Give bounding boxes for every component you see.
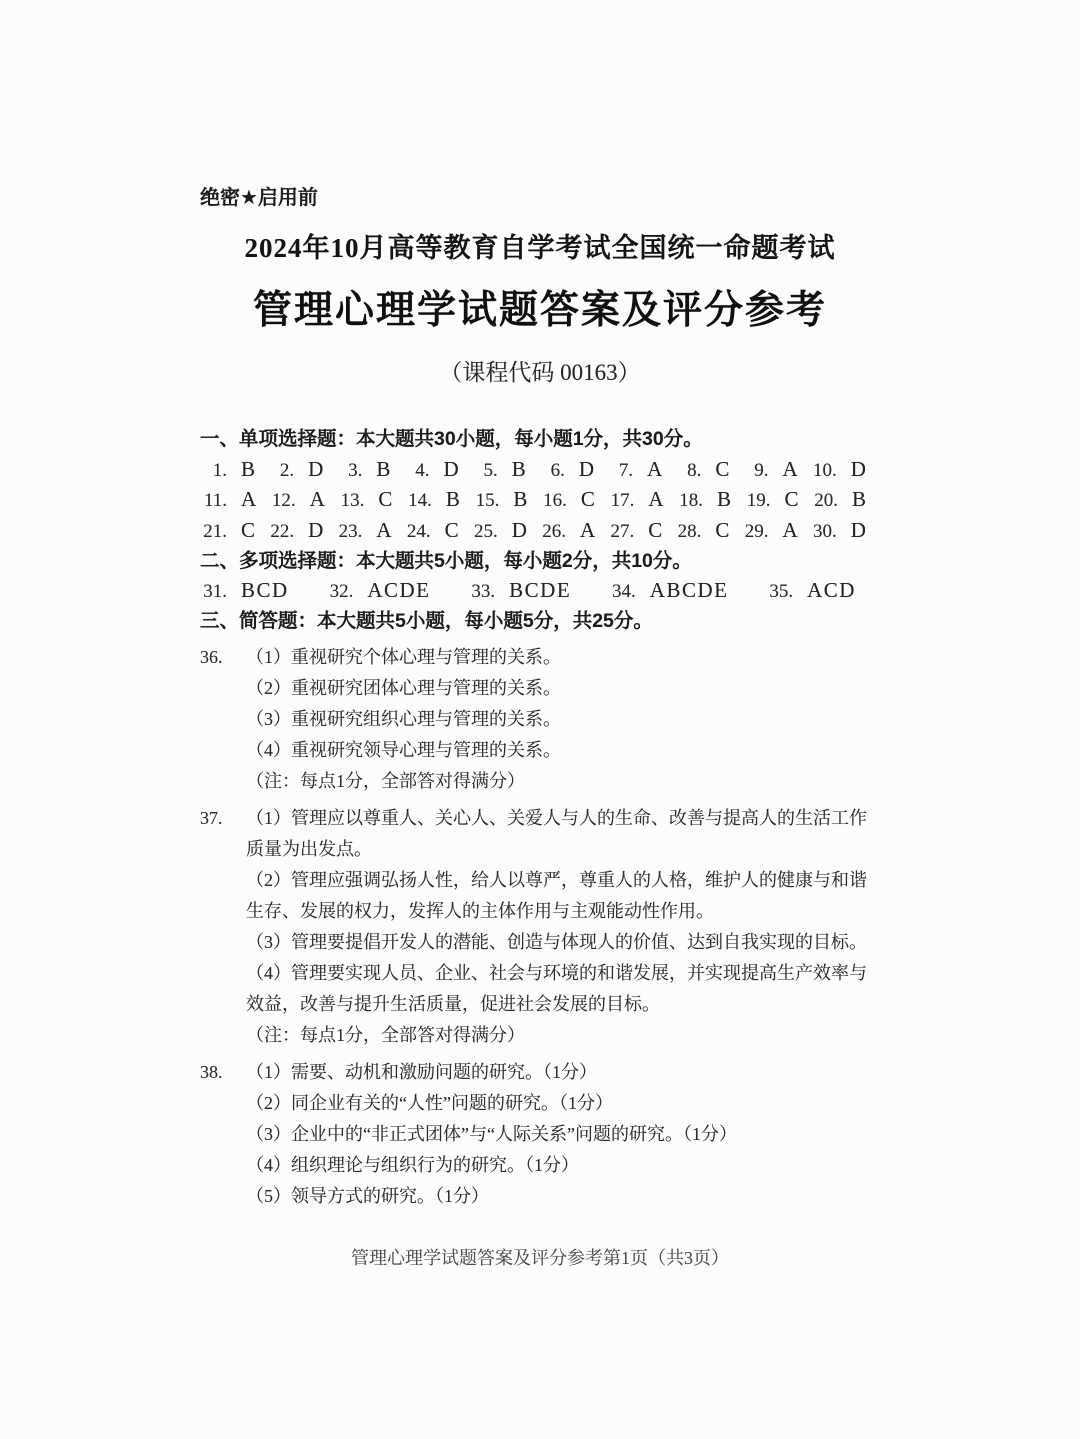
single-choice-row-1 (200, 454, 880, 485)
answer-number: 20. (814, 490, 838, 512)
document-title: 管理心理学试题答案及评分参考 (252, 289, 827, 332)
answer-pair (538, 457, 594, 482)
answer-letters: ABCDE (649, 578, 729, 603)
answer-letter: C (378, 487, 393, 512)
question-number: 36. (200, 647, 223, 667)
answer-pair (810, 457, 866, 482)
answer-pair (200, 578, 289, 603)
answer-pair (267, 457, 323, 482)
answer-line: （3）管理要提倡开发人的潜能、创造与体现人的价值、达到自我实现的目标。 (246, 932, 867, 952)
answer-pair (540, 487, 595, 512)
answer-letter: C (715, 456, 730, 481)
answer-letter: B (716, 487, 731, 512)
answer-pair (609, 578, 729, 603)
classification-label: 绝密★启用前 (200, 187, 318, 209)
answer-number: 16. (543, 490, 567, 512)
section-2-heading: 二、多项选择题：本大题共5小题，每小题2分，共10分。 (200, 549, 692, 572)
answer-letter: B (241, 456, 256, 481)
answer-line: （3）重视研究组织心理与管理的关系。 (246, 709, 561, 729)
answer-number: 34. (612, 581, 636, 603)
answer-pair (674, 518, 729, 543)
answer-number: 17. (610, 490, 635, 512)
answer-number: 13. (340, 490, 365, 512)
answer-line: （5）领导方式的研究。（1分） (246, 1186, 489, 1206)
answer-pair (676, 487, 731, 512)
answer-pair (607, 487, 663, 512)
answer-pair (402, 457, 458, 482)
question-number: 38. (200, 1062, 223, 1082)
answer-number: 8. (687, 459, 702, 481)
answer-pair (742, 457, 798, 482)
answer-number: 28. (677, 520, 702, 542)
answer-letter: A (241, 487, 257, 512)
single-choice-row-2 (200, 485, 880, 516)
question-38 (200, 1057, 880, 1212)
answer-letter: B (511, 456, 526, 481)
answer-pair (674, 457, 729, 482)
answer-number: 30. (813, 520, 837, 542)
answer-letters: BCD (241, 578, 289, 603)
grading-note: （注：每点1分，全部答对得满分） (246, 1025, 525, 1045)
answer-letter: D (308, 517, 324, 542)
answer-number: 29. (744, 520, 769, 542)
answer-number: 33. (471, 581, 496, 603)
answer-letter: A (580, 517, 596, 542)
answer-letter: C (784, 487, 799, 512)
answer-letter: A (648, 487, 664, 512)
answer-pair (810, 518, 866, 543)
answer-letter: B (513, 487, 528, 512)
answer-line: （2）管理应强调弘扬人性，给人以尊严，尊重人的人格，维护人的健康与和谐生存、发展的权力，发挥人的主体作用与主观能动性作用。 (246, 870, 867, 921)
answer-pair (267, 518, 323, 543)
answer-letter: C (241, 517, 256, 542)
answer-number: 19. (746, 490, 771, 512)
answer-number: 4. (415, 459, 430, 481)
answer-number: 1. (212, 459, 227, 481)
answer-number: 31. (203, 581, 227, 603)
question-36 (200, 642, 880, 797)
answer-letter: A (647, 456, 663, 481)
answer-number: 27. (610, 520, 635, 542)
answer-pair (472, 487, 527, 512)
answer-number: 21. (203, 520, 227, 542)
answer-pair (200, 518, 255, 543)
answer-number: 11. (203, 490, 227, 512)
answer-pair (471, 457, 526, 482)
answer-pair (766, 578, 856, 603)
answer-pair (742, 518, 798, 543)
answer-number: 15. (475, 490, 500, 512)
answer-letter: D (511, 517, 527, 542)
course-code: （课程代码 00163） (439, 360, 641, 385)
answer-line: （2）重视研究团体心理与管理的关系。 (246, 678, 561, 698)
answer-number: 10. (813, 459, 837, 481)
answer-number: 5. (483, 459, 498, 481)
answer-letters: BCDE (509, 578, 572, 603)
answer-number: 18. (679, 490, 703, 512)
answer-number: 14. (408, 490, 432, 512)
answer-letter: A (376, 517, 392, 542)
section-3-heading: 三、简答题：本大题共5小题，每小题5分，共25分。 (200, 610, 653, 632)
answer-line: （4）组织理论与组织行为的研究。（1分） (246, 1155, 579, 1175)
question-37 (200, 803, 880, 1051)
answer-letter: B (445, 487, 460, 512)
answer-pair (326, 578, 430, 603)
answer-pair (539, 518, 595, 543)
answer-letter: B (851, 487, 866, 512)
answer-pair (811, 487, 866, 512)
exam-session-title: 2024年10月高等教育自学考试全国统一命题考试 (244, 233, 836, 263)
answer-line: （1）需要、动机和激励问题的研究。（1分） (246, 1062, 597, 1082)
answer-letters: ACDE (367, 578, 431, 603)
answer-number: 12. (271, 490, 296, 512)
answer-number: 6. (550, 459, 565, 481)
answer-letters: ACD (807, 578, 856, 603)
answer-line: （1）重视研究个体心理与管理的关系。 (246, 647, 561, 667)
answer-pair (468, 578, 571, 603)
answer-letter: B (376, 456, 391, 481)
answer-line: （1）管理应以尊重人、关心人、关爱人与人的生命、改善与提高人的生活工作质量为出发点。 (246, 808, 867, 859)
answer-pair (337, 487, 392, 512)
answer-letter: A (782, 456, 798, 481)
answer-pair (607, 518, 662, 543)
answer-letter: D (443, 456, 459, 481)
multi-choice-row (200, 576, 880, 607)
answer-line: （4）管理要实现人员、企业、社会与环境的和谐发展，并实现提高生产效率与效益，改善与提升生活质量，促进社会发展的目标。 (246, 963, 867, 1014)
answer-letter: C (648, 517, 663, 542)
answer-line: （2）同企业有关的“人性”问题的研究。（1分） (246, 1093, 613, 1113)
answer-pair (200, 457, 255, 482)
answer-number: 23. (338, 520, 363, 542)
grading-note: （注：每点1分，全部答对得满分） (246, 771, 525, 791)
answer-letter: A (782, 517, 798, 542)
answer-letter: D (850, 517, 866, 542)
answer-letter: C (580, 487, 595, 512)
answer-pair (471, 518, 527, 543)
answer-number: 9. (754, 459, 769, 481)
answer-number: 7. (618, 459, 634, 481)
answer-pair (404, 518, 459, 543)
answer-letter: D (578, 456, 595, 481)
answer-pair (743, 487, 798, 512)
answer-pair (335, 518, 391, 543)
section-1-heading: 一、单项选择题：本大题共30小题，每小题1分，共30分。 (200, 428, 703, 450)
answer-number: 32. (329, 581, 354, 603)
answer-line: （3）企业中的“非正式团体”与“人际关系”问题的研究。（1分） (246, 1124, 737, 1144)
answer-number: 24. (406, 520, 431, 542)
answer-letter: A (309, 487, 325, 512)
answer-pair (269, 487, 325, 512)
answer-pair (606, 457, 662, 482)
answer-letter: C (715, 517, 730, 542)
answer-letter: C (444, 517, 459, 542)
answer-pair (335, 457, 390, 482)
answer-pair (405, 487, 460, 512)
answer-number: 22. (270, 520, 295, 542)
question-number: 37. (200, 808, 223, 828)
answer-number: 26. (542, 520, 567, 542)
answer-letter: D (850, 456, 866, 481)
answer-letter: D (308, 456, 324, 481)
answer-pair (200, 487, 256, 512)
single-choice-row-3 (200, 515, 880, 546)
answer-number: 2. (279, 459, 295, 481)
answer-line: （4）重视研究领导心理与管理的关系。 (246, 740, 561, 760)
answer-number: 3. (348, 459, 363, 481)
answer-number: 35. (769, 581, 794, 603)
page-footer: 管理心理学试题答案及评分参考第1页（共3页） (351, 1248, 729, 1268)
answer-number: 25. (474, 520, 498, 542)
